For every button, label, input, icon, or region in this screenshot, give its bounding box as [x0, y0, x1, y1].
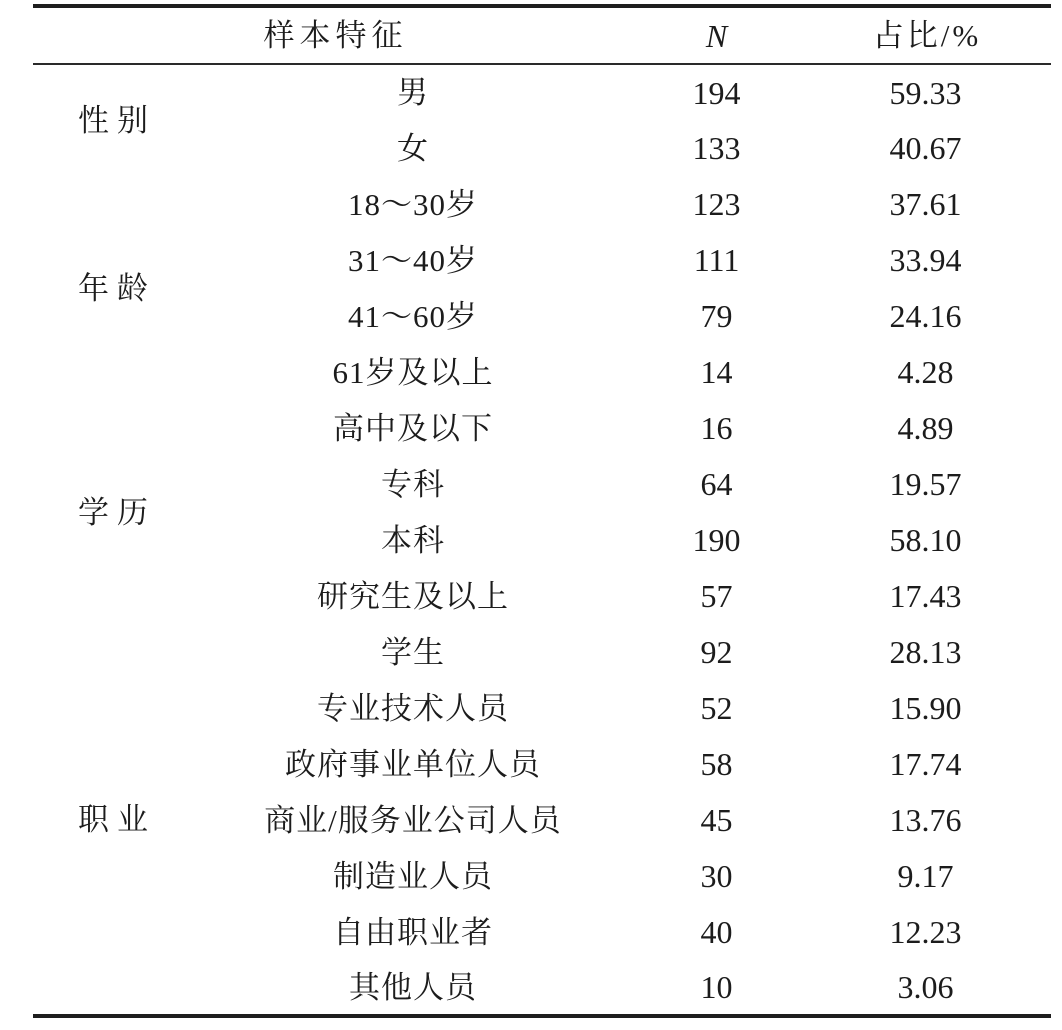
- count-cell: 10: [700, 969, 733, 1005]
- count-cell: 58: [700, 746, 733, 782]
- category-cell: 学生: [381, 634, 445, 670]
- count-cell: 133: [692, 130, 741, 166]
- table-row: [33, 400, 1051, 456]
- percentage-cell: 4.89: [897, 410, 954, 446]
- group-label: 职业: [78, 801, 156, 837]
- category-cell: 61岁及以上: [332, 354, 494, 390]
- category-cell: 其他人员: [349, 969, 477, 1005]
- percentage-cell: 19.57: [889, 466, 962, 502]
- count-cell: 14: [700, 354, 733, 390]
- group-label: 性别: [78, 103, 156, 138]
- category-cell: 研究生及以上: [317, 578, 509, 614]
- count-cell: 190: [692, 522, 741, 558]
- count-cell: 52: [700, 690, 733, 726]
- table-row: [33, 64, 1051, 120]
- percentage-cell: 28.13: [889, 634, 962, 670]
- count-cell: 111: [693, 242, 740, 278]
- header-percentage: 占比/%: [872, 18, 982, 53]
- percentage-cell: 9.17: [897, 858, 954, 894]
- count-cell: 194: [692, 74, 741, 111]
- group-label: 学历: [78, 494, 156, 530]
- category-cell: 18～30岁: [348, 186, 478, 222]
- header-n: N: [705, 17, 728, 54]
- count-cell: 92: [700, 634, 733, 670]
- sample-characteristics-table: [33, 4, 1051, 1018]
- percentage-cell: 12.23: [889, 914, 962, 950]
- table-body: [33, 64, 1051, 1016]
- count-cell: 79: [700, 298, 733, 334]
- percentage-cell: 13.76: [889, 802, 962, 838]
- percentage-cell: 17.43: [889, 578, 962, 614]
- table-row: [33, 176, 1051, 232]
- header-row: [33, 6, 1051, 64]
- count-cell: 57: [700, 578, 733, 614]
- category-cell: 商业/服务业公司人员: [264, 802, 562, 838]
- count-cell: 45: [700, 802, 733, 838]
- percentage-cell: 58.10: [889, 522, 962, 558]
- percentage-cell: 37.61: [889, 186, 962, 222]
- percentage-cell: 4.28: [897, 354, 954, 390]
- count-cell: 123: [692, 186, 741, 222]
- table-row: [33, 624, 1051, 680]
- percentage-cell: 24.16: [889, 298, 962, 334]
- category-cell: 制造业人员: [333, 858, 493, 894]
- percentage-cell: 15.90: [889, 690, 962, 726]
- category-cell: 31～40岁: [348, 242, 478, 278]
- count-cell: 64: [700, 466, 733, 502]
- category-cell: 女: [397, 130, 429, 166]
- category-cell: 41～60岁: [348, 298, 478, 334]
- category-cell: 政府事业单位人员: [285, 746, 541, 782]
- category-cell: 专业技术人员: [317, 690, 509, 726]
- table-header: [33, 6, 1051, 64]
- category-cell: 本科: [381, 522, 445, 558]
- percentage-cell: 17.74: [889, 746, 962, 782]
- header-sample-feature: 样本特征: [263, 18, 408, 53]
- category-cell: 自由职业者: [333, 914, 493, 950]
- percentage-cell: 40.67: [889, 130, 962, 166]
- category-cell: 男: [397, 75, 429, 110]
- category-cell: 高中及以下: [333, 410, 493, 446]
- count-cell: 16: [700, 410, 733, 446]
- percentage-cell: 59.33: [889, 74, 962, 111]
- group-label: 年龄: [78, 270, 156, 306]
- count-cell: 30: [700, 858, 733, 894]
- percentage-cell: 3.06: [897, 969, 954, 1005]
- count-cell: 40: [700, 914, 733, 950]
- percentage-cell: 33.94: [889, 242, 962, 278]
- category-cell: 专科: [381, 466, 445, 502]
